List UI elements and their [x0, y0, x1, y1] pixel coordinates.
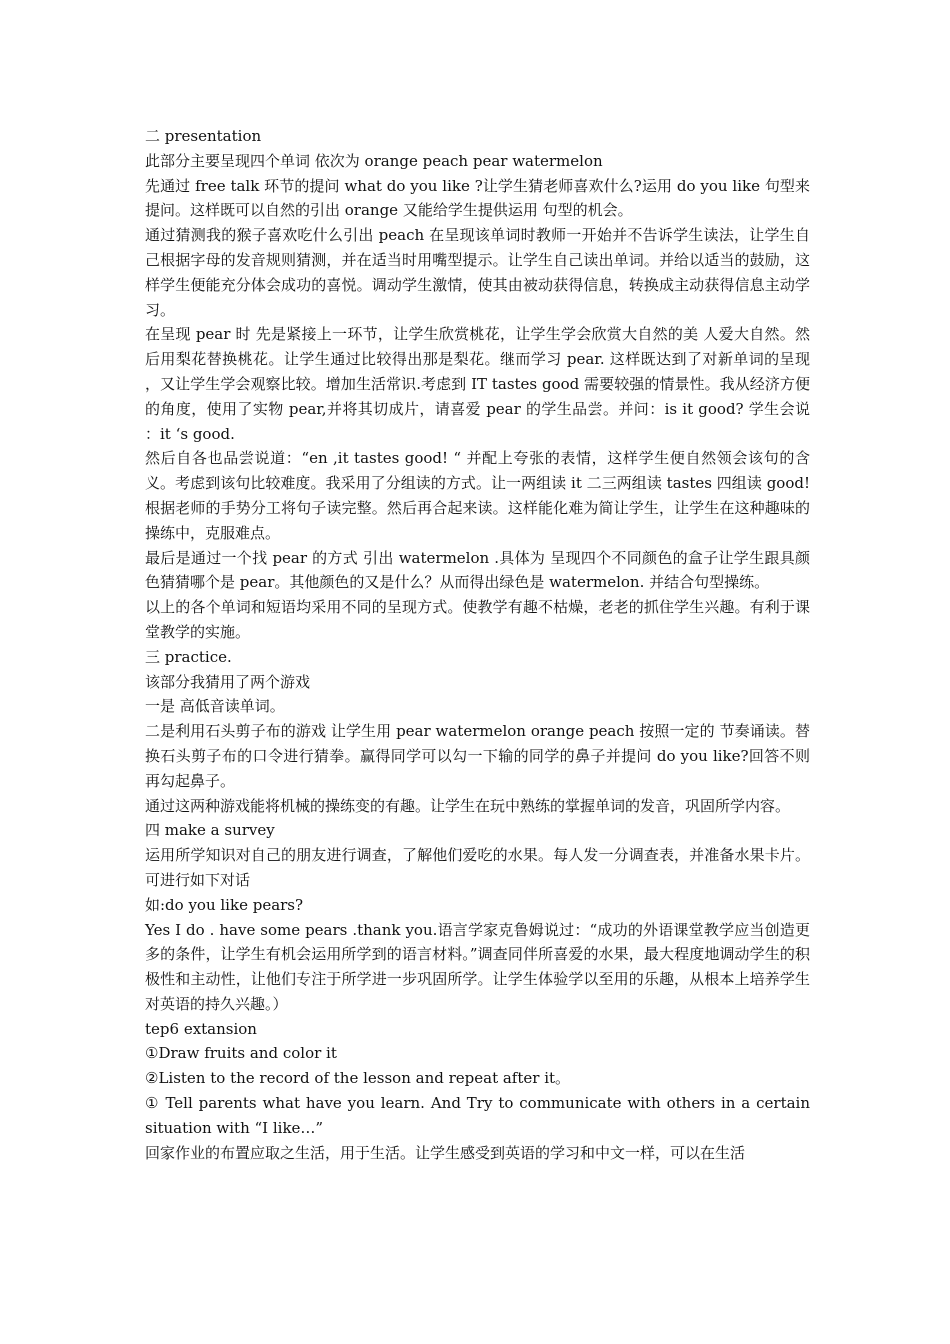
- paragraph: 最后是通过一个找 pear 的方式 引出 watermelon .具体为 呈现四个不同颜色的盒子让学生跟具颜色猜猜哪个是 pear。其他颜色的又是什么？从而得出绿色是 watermelon. 并结合句型操练。: [145, 548, 810, 592]
- paragraph: 在呈现 pear 时 先是紧接上一环节，让学生欣赏桃花，让学生学会欣赏大自然的美 人爱大自然。然后用梨花替换桃花。让学生通过比较得出那是梨花。继而学习 pear. 这样既达到了对新单词的呈现 ，又让学生学会观察比较。增加生活常识.考虑到 IT tastes good 需要较强的情景性。我从经济方便的角度，使用了实物 pear,并将其切成片，请喜爱 pear 的学生品尝。并问：is it good? 学生会说 ：it ‘s good.: [145, 325, 810, 443]
- paragraph: 以上的各个单词和短语均采用不同的呈现方式。使教学有趣不枯燥，老老的抓住学生兴趣。有利于课堂教学的实施。: [145, 598, 810, 641]
- paragraph: Yes I do . have some pears .thank you.语言学家克鲁姆说过：“成功的外语课堂教学应当创造更多的条件，让学生有机会运用所学到的语言材料。”调查同伴所喜爱的水果，最大程度地调动学生的积极性和主动性，让他们专注于所学进一步巩固所学。让学生体验学以至用的乐趣，从根本上培养学生对英语的持久兴趣。）: [145, 920, 810, 1013]
- list-item: ① Tell parents what have you learn. And Try to communicate with others in a certain situation with “I like…”: [145, 1094, 810, 1137]
- paragraph: 通过这两种游戏能将机械的操练变的有趣。让学生在玩中熟练的掌握单词的发音，巩固所学内容。: [145, 796, 791, 815]
- section-heading-survey: 四 make a survey: [145, 821, 275, 840]
- paragraph: 回家作业的布置应取之生活，用于生活。让学生感受到英语的学习和中文一样，可以在生活: [145, 1143, 746, 1162]
- paragraph: 如:do you like pears?: [145, 895, 304, 914]
- section-heading-practice: 三 practice.: [145, 647, 232, 666]
- paragraph: 先通过 free talk 环节的提问 what do you like ?让学生猜老师喜欢什么?运用 do you like 句型来提问。这样既可以自然的引出 orange 又能给学生提供运用 句型的机会。: [145, 176, 810, 220]
- paragraph: 运用所学知识对自己的朋友进行调查，了解他们爱吃的水果。每人发一分调查表，并准备水果卡片。可进行如下对话: [145, 846, 810, 889]
- paragraph: 此部分主要呈现四个单词 依次为 orange peach pear watermelon: [145, 151, 603, 170]
- document-page: [145, 124, 810, 1165]
- section-heading-presentation: 二 presentation: [145, 127, 262, 145]
- list-item: ②Listen to the record of the lesson and repeat after it。: [145, 1069, 571, 1088]
- paragraph: 通过猜测我的猴子喜欢吃什么引出 peach 在呈现该单词时教师一开始并不告诉学生读法，让学生自己根据字母的发音规则猜测，并在适当时用嘴型提示。让学生自己读出单词。并给以适当的鼓励，这样学生便能充分体会成功的喜悦。调动学生激情，使其由被动获得信息，转换成主动获得信息主动学习。: [145, 226, 810, 319]
- list-item: ①Draw fruits and color it: [145, 1044, 337, 1063]
- paragraph: 一是 高低音读单词。: [145, 697, 285, 716]
- section-heading-extension: tep6 extansion: [145, 1019, 257, 1038]
- paragraph: 该部分我猜用了两个游戏: [145, 672, 311, 691]
- paragraph: 然后自各也品尝说道：“en ,it tastes good! “ 并配上夸张的表情，这样学生便自然领会该句的含义。考虑到该句比较难度。我采用了分组读的方式。让一两组读 it 二三两组读 tastes 四组读 good! 根据老师的手势分工将句子读完整。然后再合起来读。这样能化难为简让学生，让学生在这种趣味的操练中，克服难点。: [145, 449, 810, 542]
- paragraph: 二是利用石头剪子布的游戏 让学生用 pear watermelon orange peach 按照一定的 节奏诵读。替换石头剪子布的口令进行猜拳。赢得同学可以勾一下输的同学的鼻子并提问 do you like?回答不则 再勾起鼻子。: [145, 722, 810, 790]
